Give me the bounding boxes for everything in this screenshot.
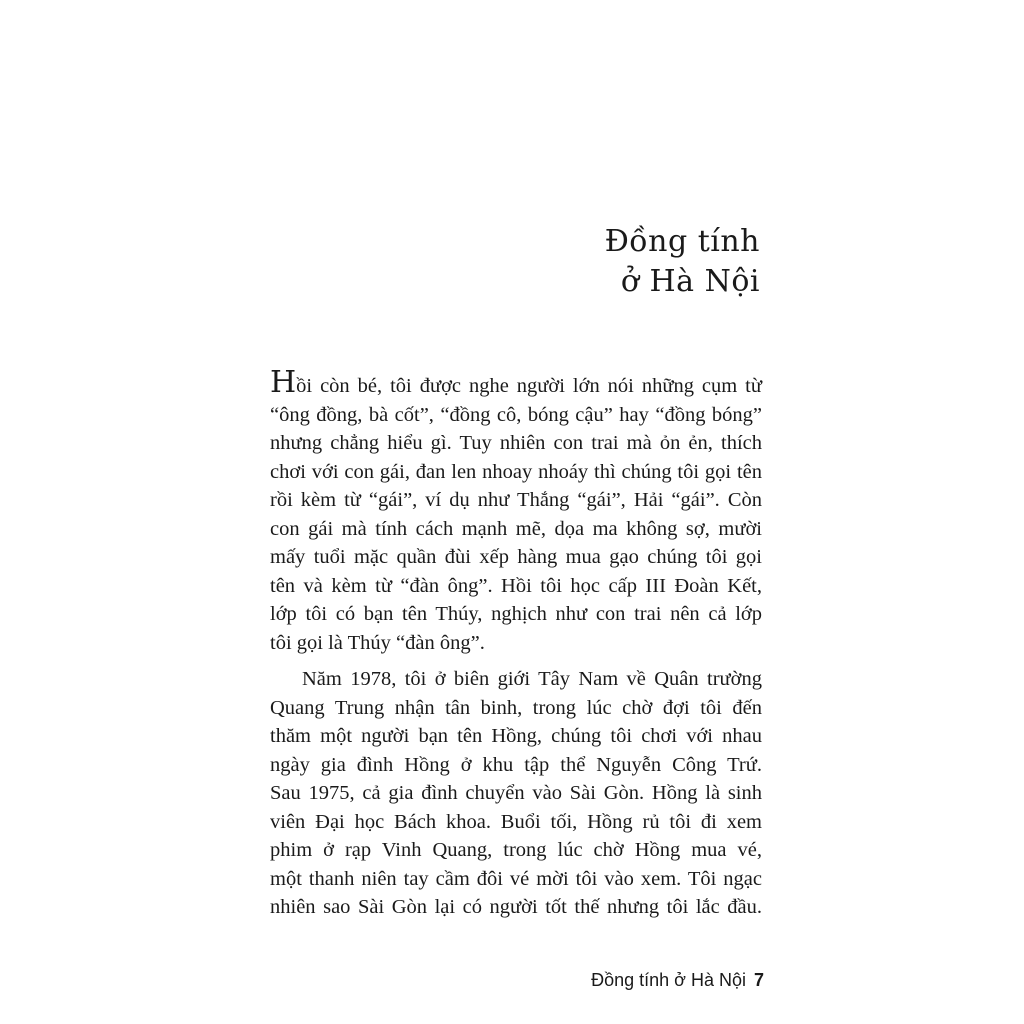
body-line	[270, 365, 762, 401]
body-line: tôi gọi là Thúy “đàn ông”.	[270, 631, 485, 654]
body-line: phim ở rạp Vinh Quang, trong lúc chờ Hồng mua vé,	[270, 839, 762, 861]
body-line: rồi kèm từ “gái”, ví dụ như Thắng “gái”, Hải “gái”. Còn	[270, 489, 762, 511]
page-number: 7	[753, 970, 764, 990]
page-footer	[591, 968, 764, 992]
paragraph-2	[270, 665, 762, 922]
running-title: Đồng tính ở Hà Nội	[591, 970, 746, 990]
drop-cap: H	[270, 365, 297, 400]
body-line: lớp tôi có bạn tên Thúy, nghịch như con trai nên cả lớp	[270, 603, 762, 625]
body-line: con gái mà tính cách mạnh mẽ, dọa ma không sợ, mười	[270, 517, 762, 540]
body-line: mấy tuổi mặc quần đùi xếp hàng mua gạo chúng tôi gọi	[270, 546, 762, 568]
body-line-text: ồi còn bé, tôi được nghe người lớn nói những cụm từ	[296, 375, 762, 397]
body-line: Sau 1975, cả gia đình chuyển vào Sài Gòn. Hồng là sinh	[270, 782, 762, 804]
body-line: viên Đại học Bách khoa. Buổi tối, Hồng rủ tôi đi xem	[270, 810, 762, 833]
body-line: ngày gia đình Hồng ở khu tập thể Nguyễn Công Trứ.	[270, 753, 762, 776]
body-line: tên và kèm từ “đàn ông”. Hồi tôi học cấp III Đoàn Kết,	[270, 574, 762, 597]
body-line: Năm 1978, tôi ở biên giới Tây Nam về Quân trường	[302, 668, 762, 690]
body-line: Quang Trung nhận tân binh, trong lúc chờ đợi tôi đến	[270, 696, 762, 719]
chapter-title	[605, 222, 760, 302]
body-line: một thanh niên tay cầm đôi vé mời tôi vào xem. Tôi ngạc	[270, 867, 762, 890]
body-line: nhiên sao Sài Gòn lại có người tốt thế nhưng tôi lắc đầu.	[270, 896, 762, 918]
paragraph-1	[270, 365, 762, 657]
body-line: thăm một người bạn tên Hồng, chúng tôi chơi với nhau	[270, 725, 762, 747]
chapter-title-line-1: Đồng tính	[604, 224, 760, 259]
body-line: “ông đồng, bà cốt”, “đồng cô, bóng cậu” hay “đồng bóng”	[270, 403, 762, 426]
body-text	[270, 365, 762, 922]
body-line: nhưng chẳng hiểu gì. Tuy nhiên con trai mà ỏn ẻn, thích	[270, 432, 762, 454]
body-line: chơi với con gái, đan len nhoay nhoáy thì chúng tôi gọi tên	[270, 460, 762, 483]
chapter-title-line-2: ở Hà Nội	[620, 264, 760, 299]
